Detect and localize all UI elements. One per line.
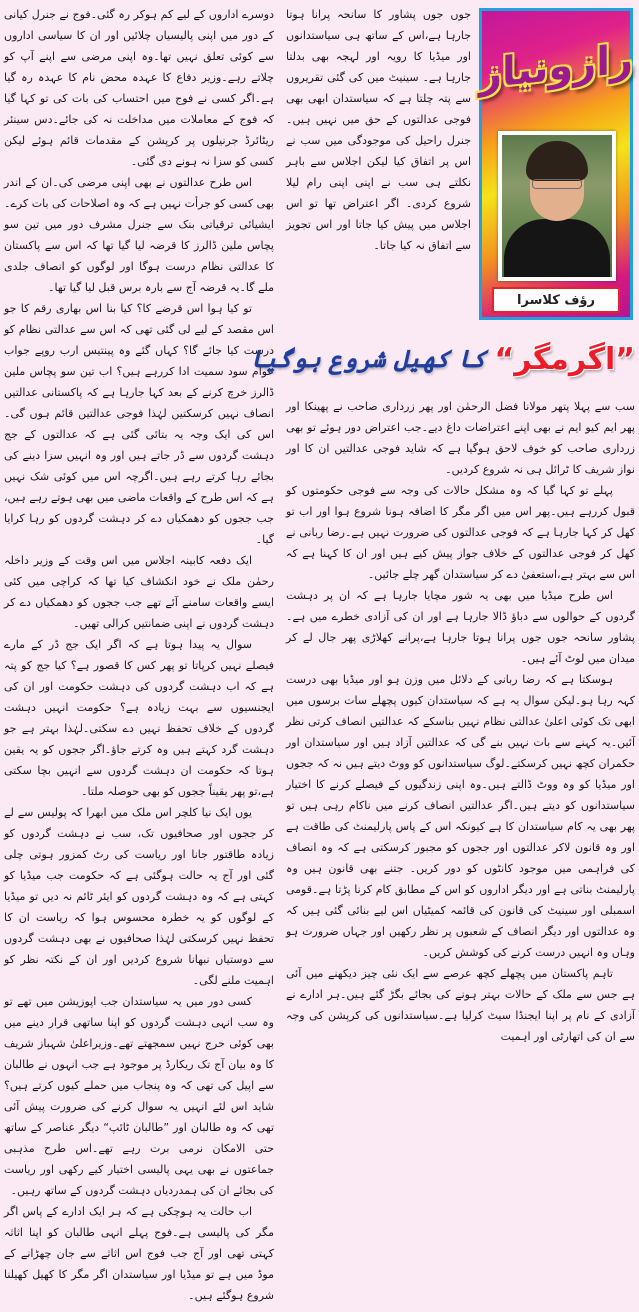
author-photo — [498, 131, 616, 281]
article-column-top-right — [286, 4, 471, 256]
paragraph: تو کیا ہوا اس قرضے کا؟ کیا بنا اس بھاری رقم کا جو اس مقصد کے لیے لی گئی تھی کہ اس سے عدالتی نظام کو درست کیا جائے گا؟ کہاں گئے وہ پینتیس ارب روپے جواب عوام سود سمیت ادا کررہے ہیں؟ اب تین سو پچاس ملین ڈالرز خرچ کرنے کے بعد کہا جارہا ہے کہ پاکستانی عدالتیں انصاف نہیں کرسکتیں لہٰذا فوجی عدالتیں قائم ہوں گی۔اس کی ایک وجہ یہ بتائی گئی ہے کہ عدالتوں کے جج دہشت گردوں سے ڈر جاتے ہیں اور وہ انہیں سزا دینے کی بجائے رہا کرتے رہے ہیں۔اگرچہ اس میں کوئی شک نہیں ہے کہ اس طرح کے واقعات ماضی میں بھی ہوتے رہے ہیں، جب ججوں کو دھمکیاں دے کر دہشت گردوں کو رہا کرایا گیا۔ — [4, 302, 274, 546]
article-column-right — [286, 396, 635, 1047]
headline-text: کا کھیل شروع ہوگیا — [250, 345, 487, 373]
paragraph: جوں جوں پشاور کا سانحہ پرانا ہوتا جارہا ہے،اس کے ساتھ ہی سیاستدانوں اور میڈیا کا رویہ اور لہجہ بھی بدلتا جارہا ہے۔ سینیٹ میں کی گئی تقریروں سے پتہ چلتا ہے کہ سیاستدان ابھی بھی فوجی عدالتوں کے حق میں نہیں ہیں۔جنرل راحیل کی موجودگی میں سب نے اس پر اتفاق کیا لیکن اجلاس سے باہر نکلتے ہی سب نے اپنی اپنی رام لیلا شروع کردی۔ اگر اعتراض تھا تو اس اجلاس میں پیش کیا جاتا اور اس تجویز سے اتفاق نہ کیا جاتا۔ — [286, 8, 471, 252]
article-column-left — [4, 4, 274, 1306]
paragraph: سوال یہ پیدا ہوتا ہے کہ اگر ایک جج ڈر کے مارے فیصلے نہیں کرپاتا تو پھر کس کا قصور ہے؟ کیا جج کو پتہ ہے کہ اب دہشت گردوں کی دہشت حکومت اور ان کی ایجنسیوں سے بہت زیادہ ہے؟ حکومت انہیں دہشت گردوں کے خلاف تحفظ نہیں دے سکتی۔لہٰذا بہتر ہے جو دہشت گرد کہتے ہیں وہ کرتے جاؤ۔اگر ججوں کو یہ یقین ہوتا کہ حکومت ان دہشت گردوں سے انہیں بچا سکتی ہے،تو پھر یقیناً ججوں کو بھی حوصلہ ملتا۔ — [4, 638, 274, 798]
author-name: رؤف کلاسرا — [492, 287, 620, 313]
paragraph: اب حالت یہ ہوچکی ہے کہ ہر ایک ادارے کے پاس اگر مگر کی پالیسی ہے۔فوج پہلے انہی طالبان کو اپنا اثاثہ کہتی تھی اور آج جب فوج اس اثاثے سے جان چھڑانے کے موڈ میں ہے تو میڈیا اور سیاستدان اگر مگر کا کھیل کھیلنا شروع ہوگئے ہیں۔ — [4, 1205, 274, 1302]
column-title-logo: رازونیاز — [478, 35, 634, 99]
author-portrait-image — [502, 135, 612, 277]
paragraph: اس طرح میڈیا میں بھی یہ شور مچایا جارہا ہے کہ ان پر دہشت گردوں کے حوالوں سے دباؤ ڈالا جارہا ہے اور ان کی آزادی خطرے میں ہے۔پشاور سانحہ جوں جوں پرانا ہوتا جارہا ہے،پرانے کھلاڑی پھر جال لے کر میدان میں لوٹ آئے ہیں۔ — [286, 589, 635, 665]
paragraph: کسی دور میں یہ سیاستدان جب اپوزیشن میں تھے تو وہ سب انہی دہشت گردوں کو اپنا ساتھی قرار دینے میں بھی کوئی حرج نہیں سمجھتے تھے۔وزیراعلیٰ شہباز شریف کا وہ بیان آج تک ریکارڈ پر موجود ہے جب انہوں نے طالبان سے اپیل کی تھی کہ وہ پنجاب میں حملے کیوں کرتے ہیں؟ شاید اس لئے انہیں یہ سوال کرنے کی ضرورت پیش آئی تھی کہ وہ طالبان اور ”طالبان ٹائپ“ دیگر عناصر کے ساتھ حتی الامکان نرمی برت رہے تھے۔اس طرح مذہبی جماعتوں نے بھی یہی پالیسی اختیار کیے رکھی اور ریاست کی بجائے ان کی ہمدردیاں دہشت گردوں کے ساتھ رہیں۔ — [4, 995, 274, 1197]
paragraph: ایک دفعہ کابینہ اجلاس میں اس وقت کے وزیر داخلہ رحمٰن ملک نے خود انکشاف کیا تھا کہ کراچی میں کئی ایسے واقعات سامنے آئے تھے جب ججوں کو دھمکیاں دے کر دہشت گردوں نے اپنی ضمانتیں کرالی تھیں۔ — [4, 554, 274, 630]
photo-glasses-shape — [532, 179, 582, 189]
photo-hair-shape — [526, 141, 588, 181]
headline — [250, 328, 635, 390]
paragraph: ہوسکتا ہے کہ رضا ربانی کے دلائل میں وزن ہو اور میڈیا بھی درست کہہ رہا ہو۔لیکن سوال یہ ہے کہ سیاستدان کیوں پچھلے سات برسوں میں ابھی تک کوئی اعلیٰ عدالتی نظام نہیں بناسکے کہ عدالتیں انصاف کرتی نظر آئیں۔یہ کہنے سے بات نہیں بنے گی کہ عدالتیں آزاد ہیں اور سیاستدان اور حکمران کچھ نہیں کرسکتے۔لوگ سیاستدانوں کو ووٹ دیتے ہیں نہ کہ ججوں اور میڈیا کو وہ ووٹ ڈالتے ہیں۔وہ اپنی زندگیوں کے فیصلے کرنے کا اختیار سیاستدانوں کو دیتے ہیں۔اگر عدالتیں انصاف کرنے میں ناکام رہی ہیں تو پھر بھی یہ کام سیاستدان کا ہے کیونکہ اس کے پاس پارلیمنٹ کی طاقت ہے اور وہ قانون لاکر عدالتوں اور ججوں کو مجبور کرسکتی ہے کہ وہ انصاف کی فراہمی میں موجود کانٹوں کو دور کریں۔ جتنے بھی قانون ہیں وہ پارلیمنٹ بناتی ہے اور دیگر اداروں کو اس کے مطابق کام کرنا پڑتا ہے۔قومی اسمبلی اور سینیٹ کی قانون کی قائمہ کمیٹیاں اس لیے بنائی گئی ہیں کہ وہ عدالتوں اور دیگر انصاف کے شعبوں پر نظر رکھیں اور جہاں ضرورت ہو وہاں وہ انہیں درست کرنے کی کوشش کریں۔ — [286, 673, 635, 959]
paragraph: اس طرح عدالتوں نے بھی اپنی مرضی کی۔ان کے اندر بھی کسی کو جرأت نہیں ہے کہ وہ اصلاحات کی بات کرے۔ایشیائی ترقیاتی بنک سے جنرل مشرف دور میں تین سو پچاس ملین ڈالرز کا قرضہ لیا گیا تھا کہ اس سے پاکستان کا عدالتی نظام درست ہوگا اور لوگوں کو انصاف جلدی ملے گا۔یہ قرضہ آج سے بارہ برس قبل لیا گیا تھا۔ — [4, 176, 274, 294]
headline-highlight: ”اگرمگر“ — [494, 341, 635, 377]
column-logo-panel — [479, 8, 633, 320]
paragraph: پہلے تو کہا گیا کہ وہ مشکل حالات کی وجہ سے فوجی حکومتوں کو قبول کررہے ہیں۔پھر اس میں اگر مگر کا اضافہ ہونا شروع ہوا اور اب تو کھل کر کہا جارہا ہے کہ فوجی عدالتوں کی ضرورت نہیں ہے۔رضا ربانی نے کھل کر فوجی عدالتوں کے خلاف جواز پیش کیے ہیں اور ان کا کہنا ہے کہ اس سے بہتر ہے،استعفیٰ دے کر سیاستدان گھر چلے جائیں۔ — [286, 484, 635, 581]
paragraph: سب سے پہلا پتھر مولانا فضل الرحمٰن اور پھر زرداری صاحب نے پھینکا اور پھر ایم کیو ایم نے بھی اپنے اعتراضات داغ دیے۔جب اعتراض دور ہوئے تو بھی زرداری صاحب کو خوف لاحق ہوگیا ہے کہ شاید فوجی عدالتیں ان کا اور نواز شریف کا ٹرائل ہی نہ شروع کردیں۔ — [286, 400, 635, 476]
paragraph: یوں ایک نیا کلچر اس ملک میں ابھرا کہ پولیس سے لے کر ججوں اور صحافیوں تک، سب نے دہشت گردوں کو زیادہ طاقتور جانا اور ریاست کی رٹ کمزور ہوتی چلی گئی اور آج یہ حالت ہوگئی ہے کہ حکومت جب میڈیا کو کہتی ہے کہ وہ دہشت گردوں کو ایئر ٹائم نہ دیں تو میڈیا کے لوگوں کو یہ خطرہ محسوس ہوا کہ ریاست ان کا تحفظ نہیں کرسکتی لہٰذا صحافیوں نے بھی دہشت گردوں سے دوستیاں نبھانا شروع کردیں اور ان کے نکتہ نظر کو اہمیت ملنے لگی۔ — [4, 806, 274, 987]
paragraph: تاہم پاکستان میں پچھلے کچھ عرصے سے ایک نئی چیز دیکھنے میں آئی ہے جس سے ملک کے حالات بہتر ہونے کی بجائے بگڑ گئے ہیں۔ہر ادارے نے آزادی کے نام پر اپنا ایجنڈا سیٹ کرلیا ہے۔سیاستدانوں کی کرپشن کی وجہ سے ان کی اتھارٹی اور اہمیت — [286, 967, 635, 1043]
photo-shirt-shape — [504, 219, 610, 277]
paragraph: دوسرے اداروں کے لیے کم ہوکر رہ گئی۔فوج نے جنرل کیانی کے دور میں اپنی پالیسیاں چلائیں اور ان کا سیاسی اداروں سے کوئی تعلق نہیں تھا۔وہ اپنی مرضی سے اپنے آپ کو چلاتے رہے۔وزیر دفاع کا عہدہ محض نام کا عہدہ رہ گیا ہے۔اگر کسی نے فوج میں احتساب کی بات کی تو کہا گیا کہ فوج کے معاملات میں مداخلت نہ کی جائے۔دس سینئر ریٹائرڈ جرنیلوں پر کرپشن کے مقدمات قائم ہوئے لیکن کسی کو سزا نہ ہونے دی گئی۔ — [4, 8, 274, 168]
